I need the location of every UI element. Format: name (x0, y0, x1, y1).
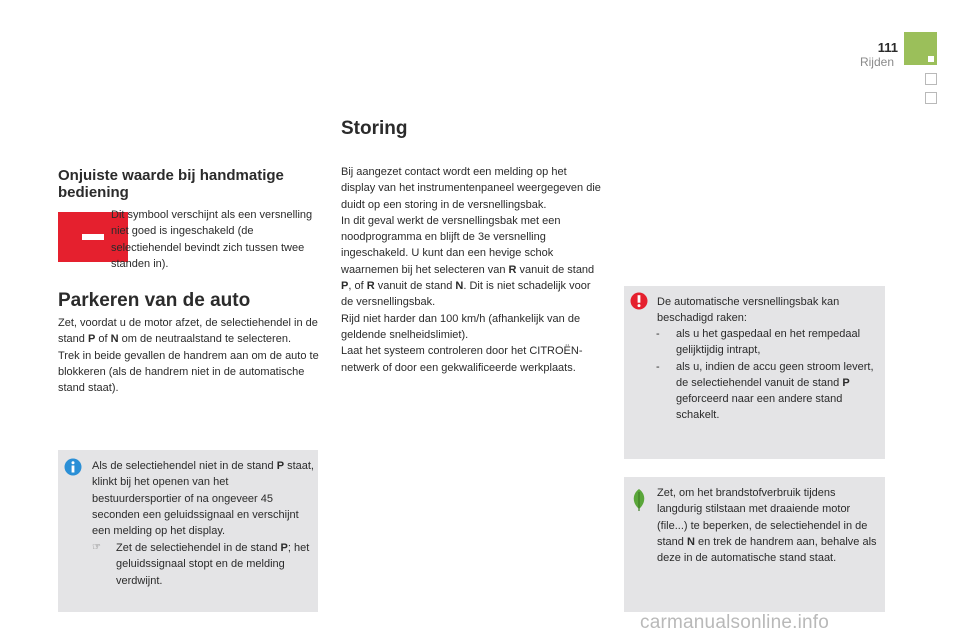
dash-icon (82, 234, 104, 240)
list-item: - als u, indien de accu geen stroom levert, de selectiehendel vanuit de stand P geforceerd naar een andere stand schakelt. (654, 359, 880, 424)
onjuiste-text: Dit symbool verschijnt als een versnelling niet goed is ingeschakeld (de selectiehendel bevindt zich tussen twee standen in). (111, 209, 313, 270)
parkeren-text: Zet, voordat u de motor afzet, de selectiehendel in de stand P of N om de neutraalstand te selecteren. Trek in beide gevallen de handrem aan om de auto te blokkeren (als de handrem niet in de automatische stand staat). (58, 317, 319, 395)
onjuiste-title: Onjuiste waarde bij handmatige bediening (58, 167, 284, 201)
info-box-list (92, 540, 316, 589)
watermark: carmanualsonline.info (640, 612, 830, 633)
chapter-tab (904, 32, 937, 65)
list-item: - als u het gaspedaal en het rempedaal gelijktijdig intrapt, (654, 326, 880, 359)
parkeren-title: Parkeren van de auto (58, 290, 251, 311)
list-item: ☞ Zet de selectiehendel in de stand P; het geluidssignaal stopt en de melding verdwijnt. (92, 540, 316, 589)
warning-exclamation-icon (629, 292, 649, 310)
chapter-marker-empty (925, 73, 937, 85)
eco-text: Zet, om het brandstofverbruik tijdens langdurig stilstaan met draaiende motor (file...) te beperken, de selectiehendel in de stand N en trek de handrem aan, behalve als deze in de automatische stand staat. (657, 487, 877, 565)
warning-intro: De automatische versnellingsbak kan beschadigd raken: (657, 296, 840, 325)
info-icon (64, 458, 82, 476)
info-box (58, 450, 318, 612)
warning-list (654, 326, 880, 424)
info-box-text: Als de selectiehendel niet in de stand P staat, klinkt bij het openen van het bestuurdersportier of na ongeveer 45 seconden een geluidssignaal en verschijnt een melding op het display. (92, 460, 314, 538)
storing-title: Storing (341, 118, 408, 139)
chapter-marker-empty (925, 92, 937, 104)
storing-text: Bij aangezet contact wordt een melding op het display van het instrumentenpaneel weergegeven die duidt op een storing in de versnellingsbak. In dit geval werkt de versnellingsbak met een noodprogramma en blijft de 3e versnelling ingeschakeld. U kunt dan een hevige schok waarnemen bij het selecteren van R vanuit de stand P, of R vanuit de stand N. Dit is niet schadelijk voor de versnellingsbak. Rijd niet harder dan 100 km/h (afhankelijk van de geldende snelheidslimiet). Laat het systeem controleren door het CITROËN-netwerk of door een gekwalificeerde werkplaats. (341, 166, 601, 374)
section-name: Rijden (859, 55, 894, 69)
chapter-tab-dot (928, 56, 934, 62)
warning-box (624, 286, 885, 459)
leaf-icon (631, 488, 647, 512)
page-number: 111 (877, 40, 898, 55)
eco-box (624, 477, 885, 612)
